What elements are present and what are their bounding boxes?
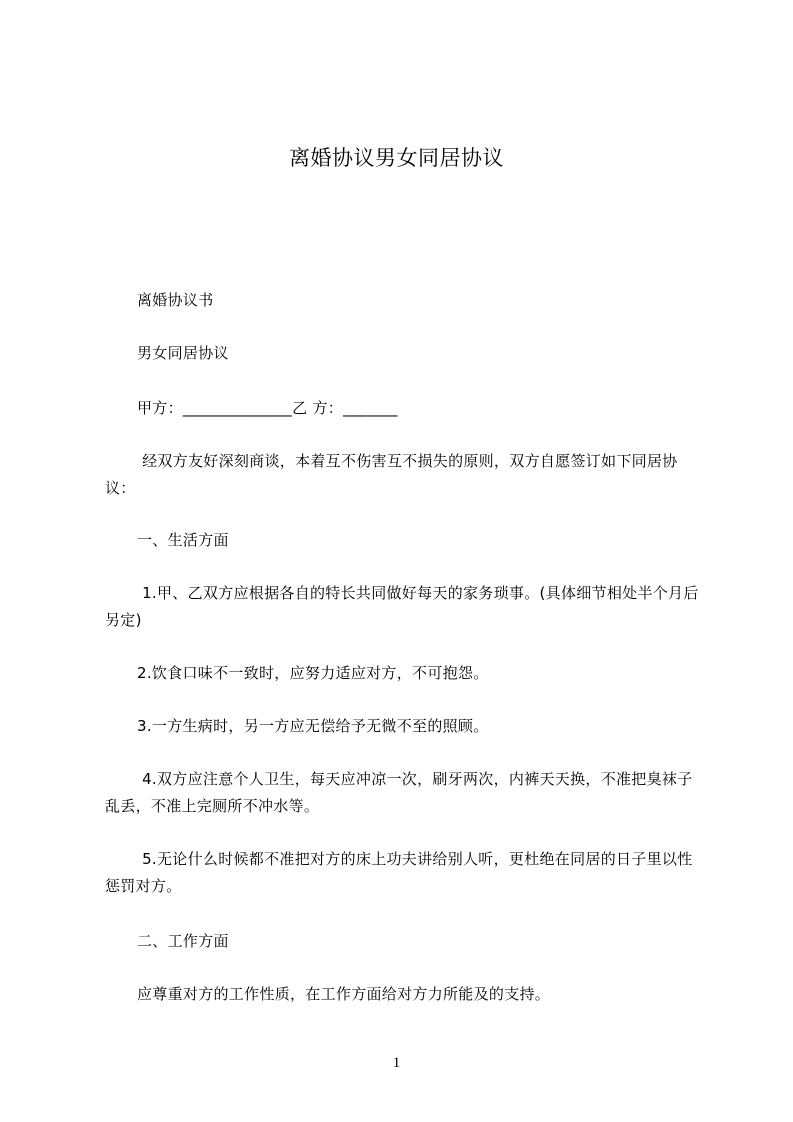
clause-1: 1.甲、乙双方应根据各自的特长共同做好每天的家务琐事。(具体细节相处半个月后另定) (105, 584, 699, 629)
paragraph-preamble: 经双方友好深刻商谈，本着互不伤害互不损失的原则，双方自愿签订如下同居协议： (105, 452, 678, 497)
section-heading-work: 二、工作方面 (137, 932, 229, 950)
page-number: 1 (392, 1055, 401, 1071)
clause-2: 2.饮食口味不一致时，应努力适应对方，不可抱怨。 (137, 664, 489, 682)
document-title: 离婚协议男女同居协议 (289, 146, 504, 170)
section-heading-life: 一、生活方面 (137, 531, 229, 549)
paragraph-heading-cohabitation: 男女同居协议 (137, 344, 229, 362)
paragraph-heading-divorce-agreement: 离婚协议书 (137, 291, 214, 309)
paragraph-parties: 甲方：______________乙 方：_______ (137, 399, 398, 417)
clause-4: 4.双方应注意个人卫生，每天应冲凉一次，刷牙两次，内裤天天换，不准把臭袜子乱丢，不准上完厕所不冲水等。 (105, 770, 693, 815)
work-clause: 应尊重对方的工作性质，在工作方面给对方力所能及的支持。 (137, 985, 551, 1003)
clause-3: 3.一方生病时，另一方应无偿给予无微不至的照顾。 (137, 717, 489, 735)
clause-5: 5.无论什么时候都不准把对方的床上功夫讲给别人听，更杜绝在同居的日子里以性惩罚对方。 (105, 850, 693, 895)
